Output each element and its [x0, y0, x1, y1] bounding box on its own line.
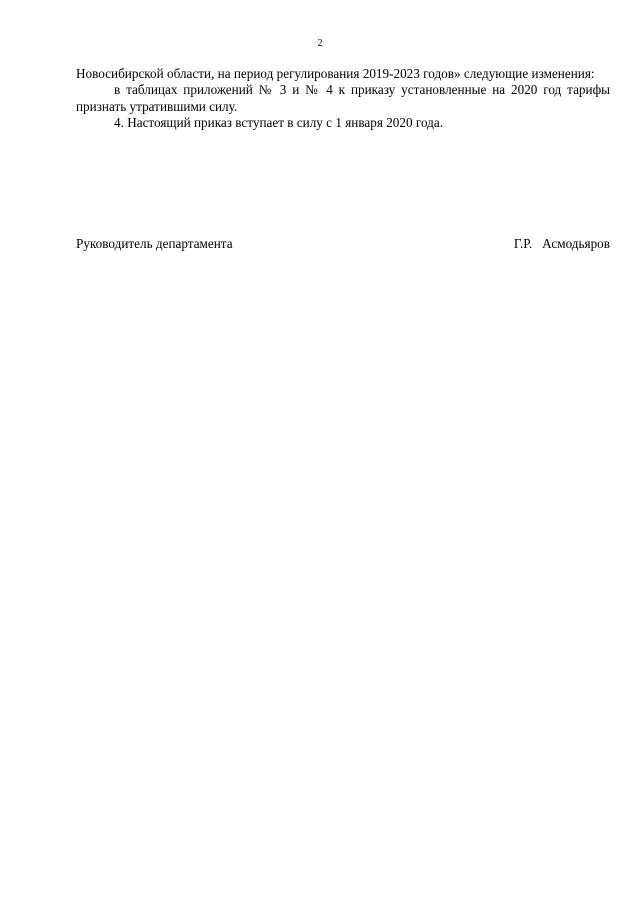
paragraph-tables-amendment: в таблицах приложений № 3 и № 4 к приказу установленные на 2020 год тарифы признать утратившими силу.: [76, 82, 610, 114]
signer-title: Руководитель департамента: [76, 236, 233, 251]
paragraph-continuation: Новосибирской области, на период регулирования 2019-2023 годов» следующие изменения:: [76, 66, 595, 81]
document-body: [76, 66, 610, 132]
signer-name: Г.Р. Асмодьяров: [513, 236, 610, 251]
paragraph-effective-date: 4. Настоящий приказ вступает в силу с 1 января 2020 года.: [114, 115, 444, 131]
page-number: 2: [317, 38, 323, 49]
signature-block: [76, 236, 610, 252]
